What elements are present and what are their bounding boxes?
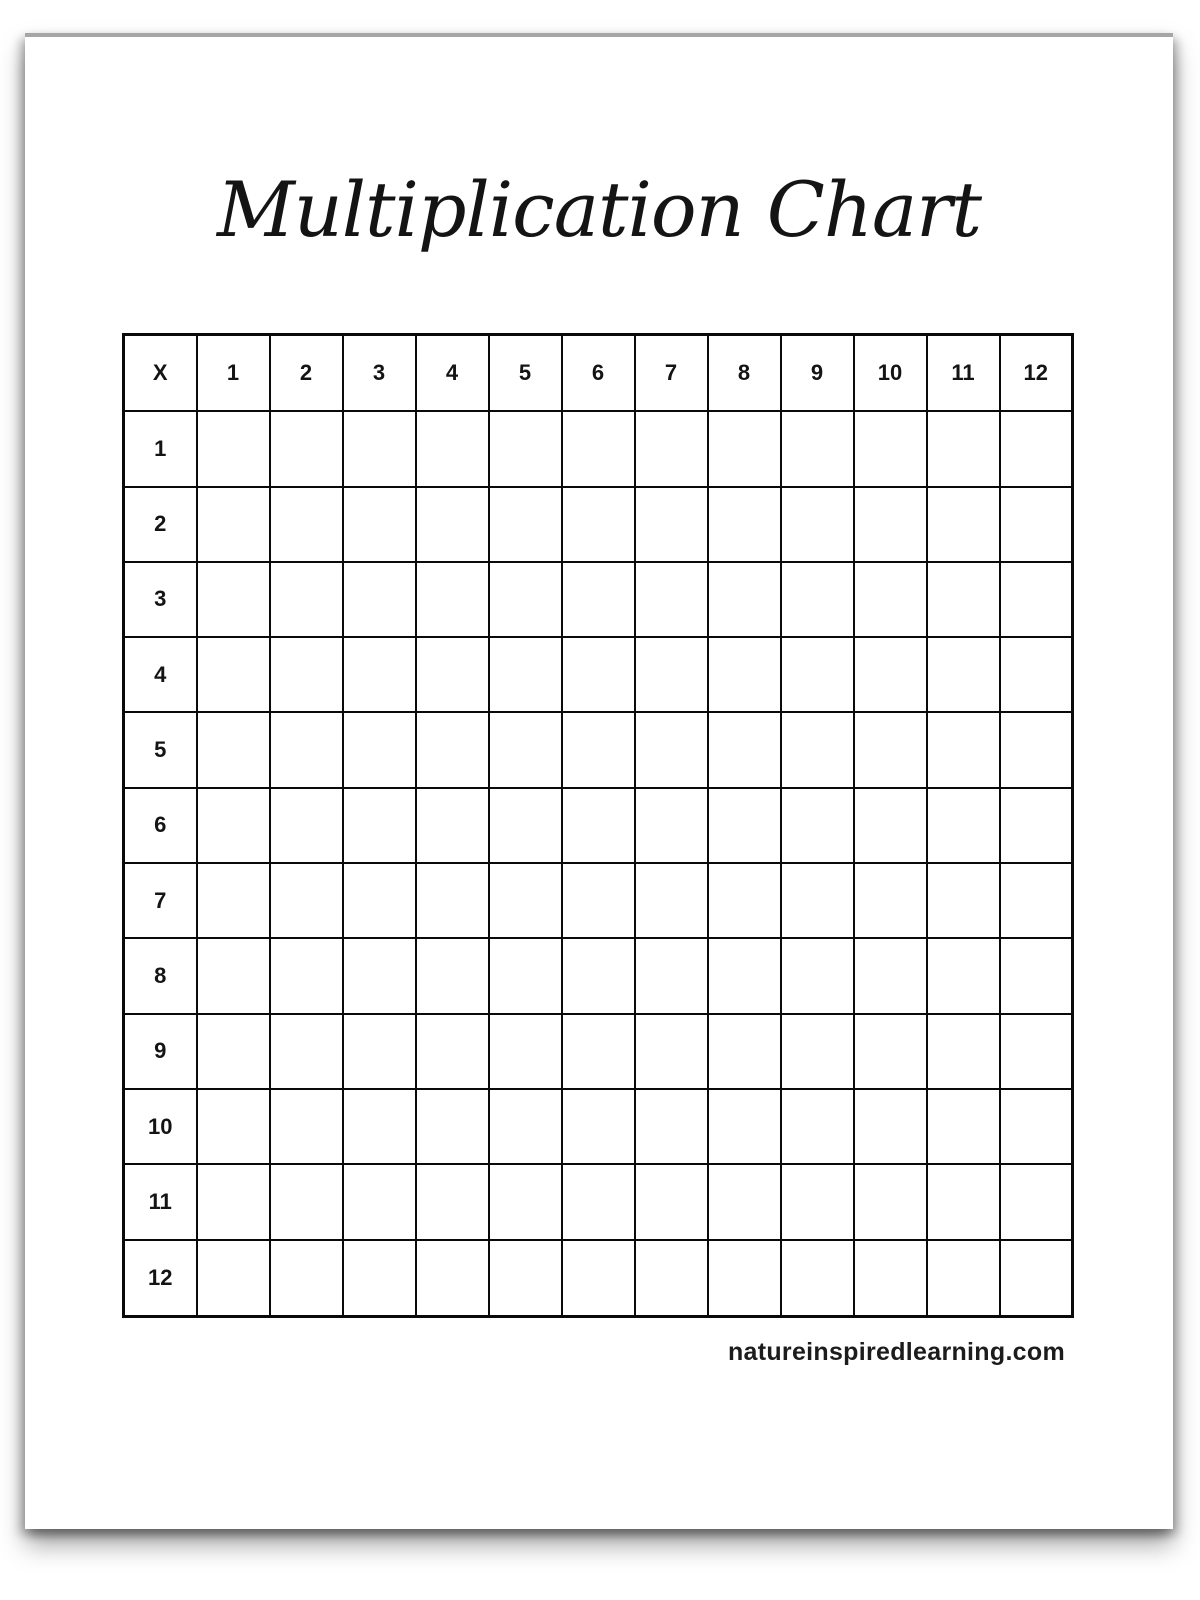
blank-cell <box>343 411 416 486</box>
blank-cell <box>270 1014 343 1089</box>
blank-cell <box>927 1240 1000 1317</box>
blank-cell <box>343 562 416 637</box>
grid-row <box>124 938 1073 1013</box>
row-header-cell: 6 <box>124 788 197 863</box>
blank-cell <box>635 1089 708 1164</box>
page-title: Multiplication Chart <box>216 165 982 254</box>
row-header-cell: 2 <box>124 487 197 562</box>
blank-cell <box>708 1089 781 1164</box>
row-header-cell: 10 <box>124 1089 197 1164</box>
blank-cell <box>489 1240 562 1317</box>
blank-cell <box>635 637 708 712</box>
blank-cell <box>416 938 489 1013</box>
multiplication-grid-body <box>124 335 1073 1317</box>
blank-cell <box>708 411 781 486</box>
blank-cell <box>708 1164 781 1239</box>
blank-cell <box>1000 1164 1073 1239</box>
blank-cell <box>781 1014 854 1089</box>
blank-cell <box>197 487 270 562</box>
blank-cell <box>562 637 635 712</box>
column-header-cell: 7 <box>635 335 708 412</box>
blank-cell <box>1000 863 1073 938</box>
column-header-cell: 8 <box>708 335 781 412</box>
blank-cell <box>416 712 489 787</box>
blank-cell <box>562 1089 635 1164</box>
blank-cell <box>343 938 416 1013</box>
blank-cell <box>854 637 927 712</box>
blank-cell <box>343 1164 416 1239</box>
blank-cell <box>854 938 927 1013</box>
blank-cell <box>197 712 270 787</box>
grid-row <box>124 637 1073 712</box>
blank-cell <box>343 1014 416 1089</box>
row-header-cell: 11 <box>124 1164 197 1239</box>
blank-cell <box>927 712 1000 787</box>
blank-cell <box>416 562 489 637</box>
blank-cell <box>489 788 562 863</box>
blank-cell <box>1000 938 1073 1013</box>
blank-cell <box>489 1014 562 1089</box>
blank-cell <box>635 938 708 1013</box>
blank-cell <box>489 712 562 787</box>
grid-row <box>124 1164 1073 1239</box>
blank-cell <box>635 863 708 938</box>
blank-cell <box>708 637 781 712</box>
grid-header-row <box>124 335 1073 412</box>
blank-cell <box>781 1164 854 1239</box>
grid-row <box>124 1089 1073 1164</box>
blank-cell <box>343 487 416 562</box>
blank-cell <box>708 487 781 562</box>
blank-cell <box>1000 411 1073 486</box>
blank-cell <box>1000 1089 1073 1164</box>
blank-cell <box>489 411 562 486</box>
blank-cell <box>343 1240 416 1317</box>
blank-cell <box>562 1240 635 1317</box>
column-header-cell: 9 <box>781 335 854 412</box>
blank-cell <box>854 788 927 863</box>
blank-cell <box>854 562 927 637</box>
blank-cell <box>635 411 708 486</box>
column-header-cell: 11 <box>927 335 1000 412</box>
blank-cell <box>1000 562 1073 637</box>
blank-cell <box>562 562 635 637</box>
blank-cell <box>635 1164 708 1239</box>
column-header-cell: 12 <box>1000 335 1073 412</box>
blank-cell <box>562 411 635 486</box>
blank-cell <box>927 1164 1000 1239</box>
blank-cell <box>270 788 343 863</box>
blank-cell <box>562 1164 635 1239</box>
blank-cell <box>343 1089 416 1164</box>
blank-cell <box>270 863 343 938</box>
blank-cell <box>854 1089 927 1164</box>
blank-cell <box>854 1240 927 1317</box>
blank-cell <box>635 788 708 863</box>
blank-cell <box>562 487 635 562</box>
blank-cell <box>343 788 416 863</box>
grid-row <box>124 562 1073 637</box>
blank-cell <box>1000 1240 1073 1317</box>
blank-cell <box>343 863 416 938</box>
blank-cell <box>270 938 343 1013</box>
row-header-cell: 8 <box>124 938 197 1013</box>
column-header-cell: 6 <box>562 335 635 412</box>
blank-cell <box>1000 1014 1073 1089</box>
column-header-cell: 2 <box>270 335 343 412</box>
blank-cell <box>635 487 708 562</box>
blank-cell <box>1000 712 1073 787</box>
column-header-cell: 5 <box>489 335 562 412</box>
grid-row <box>124 788 1073 863</box>
worksheet-page <box>25 33 1173 1529</box>
blank-cell <box>781 1089 854 1164</box>
blank-cell <box>708 788 781 863</box>
blank-cell <box>416 1240 489 1317</box>
blank-cell <box>1000 487 1073 562</box>
grid-row <box>124 487 1073 562</box>
blank-cell <box>343 637 416 712</box>
blank-cell <box>927 562 1000 637</box>
blank-cell <box>708 938 781 1013</box>
blank-cell <box>416 1014 489 1089</box>
blank-cell <box>562 1014 635 1089</box>
row-header-cell: 4 <box>124 637 197 712</box>
blank-cell <box>781 788 854 863</box>
blank-cell <box>635 562 708 637</box>
blank-cell <box>197 1089 270 1164</box>
blank-cell <box>416 1089 489 1164</box>
blank-cell <box>270 637 343 712</box>
grid-row <box>124 1240 1073 1317</box>
blank-cell <box>416 788 489 863</box>
grid-row <box>124 411 1073 486</box>
blank-cell <box>270 1164 343 1239</box>
blank-cell <box>927 487 1000 562</box>
row-header-cell: 12 <box>124 1240 197 1317</box>
blank-cell <box>416 487 489 562</box>
blank-cell <box>270 1089 343 1164</box>
blank-cell <box>197 788 270 863</box>
multiplication-grid <box>122 333 1074 1318</box>
blank-cell <box>781 411 854 486</box>
blank-cell <box>562 938 635 1013</box>
blank-cell <box>708 1014 781 1089</box>
blank-cell <box>416 411 489 486</box>
blank-cell <box>854 1164 927 1239</box>
column-header-cell: 10 <box>854 335 927 412</box>
blank-cell <box>927 637 1000 712</box>
blank-cell <box>270 487 343 562</box>
blank-cell <box>562 863 635 938</box>
blank-cell <box>197 1240 270 1317</box>
blank-cell <box>781 712 854 787</box>
row-header-cell: 3 <box>124 562 197 637</box>
column-header-cell: 4 <box>416 335 489 412</box>
blank-cell <box>854 411 927 486</box>
blank-cell <box>489 487 562 562</box>
blank-cell <box>489 938 562 1013</box>
blank-cell <box>197 637 270 712</box>
blank-cell <box>416 1164 489 1239</box>
blank-cell <box>927 863 1000 938</box>
blank-cell <box>781 938 854 1013</box>
blank-cell <box>927 1014 1000 1089</box>
blank-cell <box>416 637 489 712</box>
blank-cell <box>197 863 270 938</box>
blank-cell <box>635 712 708 787</box>
blank-cell <box>197 1014 270 1089</box>
blank-cell <box>1000 788 1073 863</box>
blank-cell <box>489 562 562 637</box>
blank-cell <box>416 863 489 938</box>
grid-row <box>124 1014 1073 1089</box>
blank-cell <box>708 712 781 787</box>
blank-cell <box>781 1240 854 1317</box>
blank-cell <box>781 637 854 712</box>
grid-row <box>124 712 1073 787</box>
blank-cell <box>927 411 1000 486</box>
website-credit: natureinspiredlearning.com <box>727 1338 1065 1366</box>
blank-cell <box>197 562 270 637</box>
blank-cell <box>489 1089 562 1164</box>
blank-cell <box>1000 637 1073 712</box>
row-header-cell: 9 <box>124 1014 197 1089</box>
row-header-cell: 5 <box>124 712 197 787</box>
row-header-cell: 7 <box>124 863 197 938</box>
blank-cell <box>781 487 854 562</box>
grid-row <box>124 863 1073 938</box>
blank-cell <box>197 938 270 1013</box>
blank-cell <box>854 712 927 787</box>
blank-cell <box>927 788 1000 863</box>
blank-cell <box>489 1164 562 1239</box>
blank-cell <box>927 938 1000 1013</box>
column-header-cell: 1 <box>197 335 270 412</box>
blank-cell <box>270 1240 343 1317</box>
blank-cell <box>781 562 854 637</box>
blank-cell <box>270 712 343 787</box>
blank-cell <box>708 562 781 637</box>
blank-cell <box>489 637 562 712</box>
blank-cell <box>197 1164 270 1239</box>
blank-cell <box>489 863 562 938</box>
blank-cell <box>927 1089 1000 1164</box>
blank-cell <box>270 562 343 637</box>
blank-cell <box>854 487 927 562</box>
blank-cell <box>708 1240 781 1317</box>
corner-cell: X <box>124 335 197 412</box>
blank-cell <box>562 712 635 787</box>
blank-cell <box>854 863 927 938</box>
blank-cell <box>854 1014 927 1089</box>
blank-cell <box>343 712 416 787</box>
row-header-cell: 1 <box>124 411 197 486</box>
blank-cell <box>635 1014 708 1089</box>
blank-cell <box>270 411 343 486</box>
blank-cell <box>562 788 635 863</box>
blank-cell <box>708 863 781 938</box>
blank-cell <box>781 863 854 938</box>
column-header-cell: 3 <box>343 335 416 412</box>
blank-cell <box>197 411 270 486</box>
blank-cell <box>635 1240 708 1317</box>
